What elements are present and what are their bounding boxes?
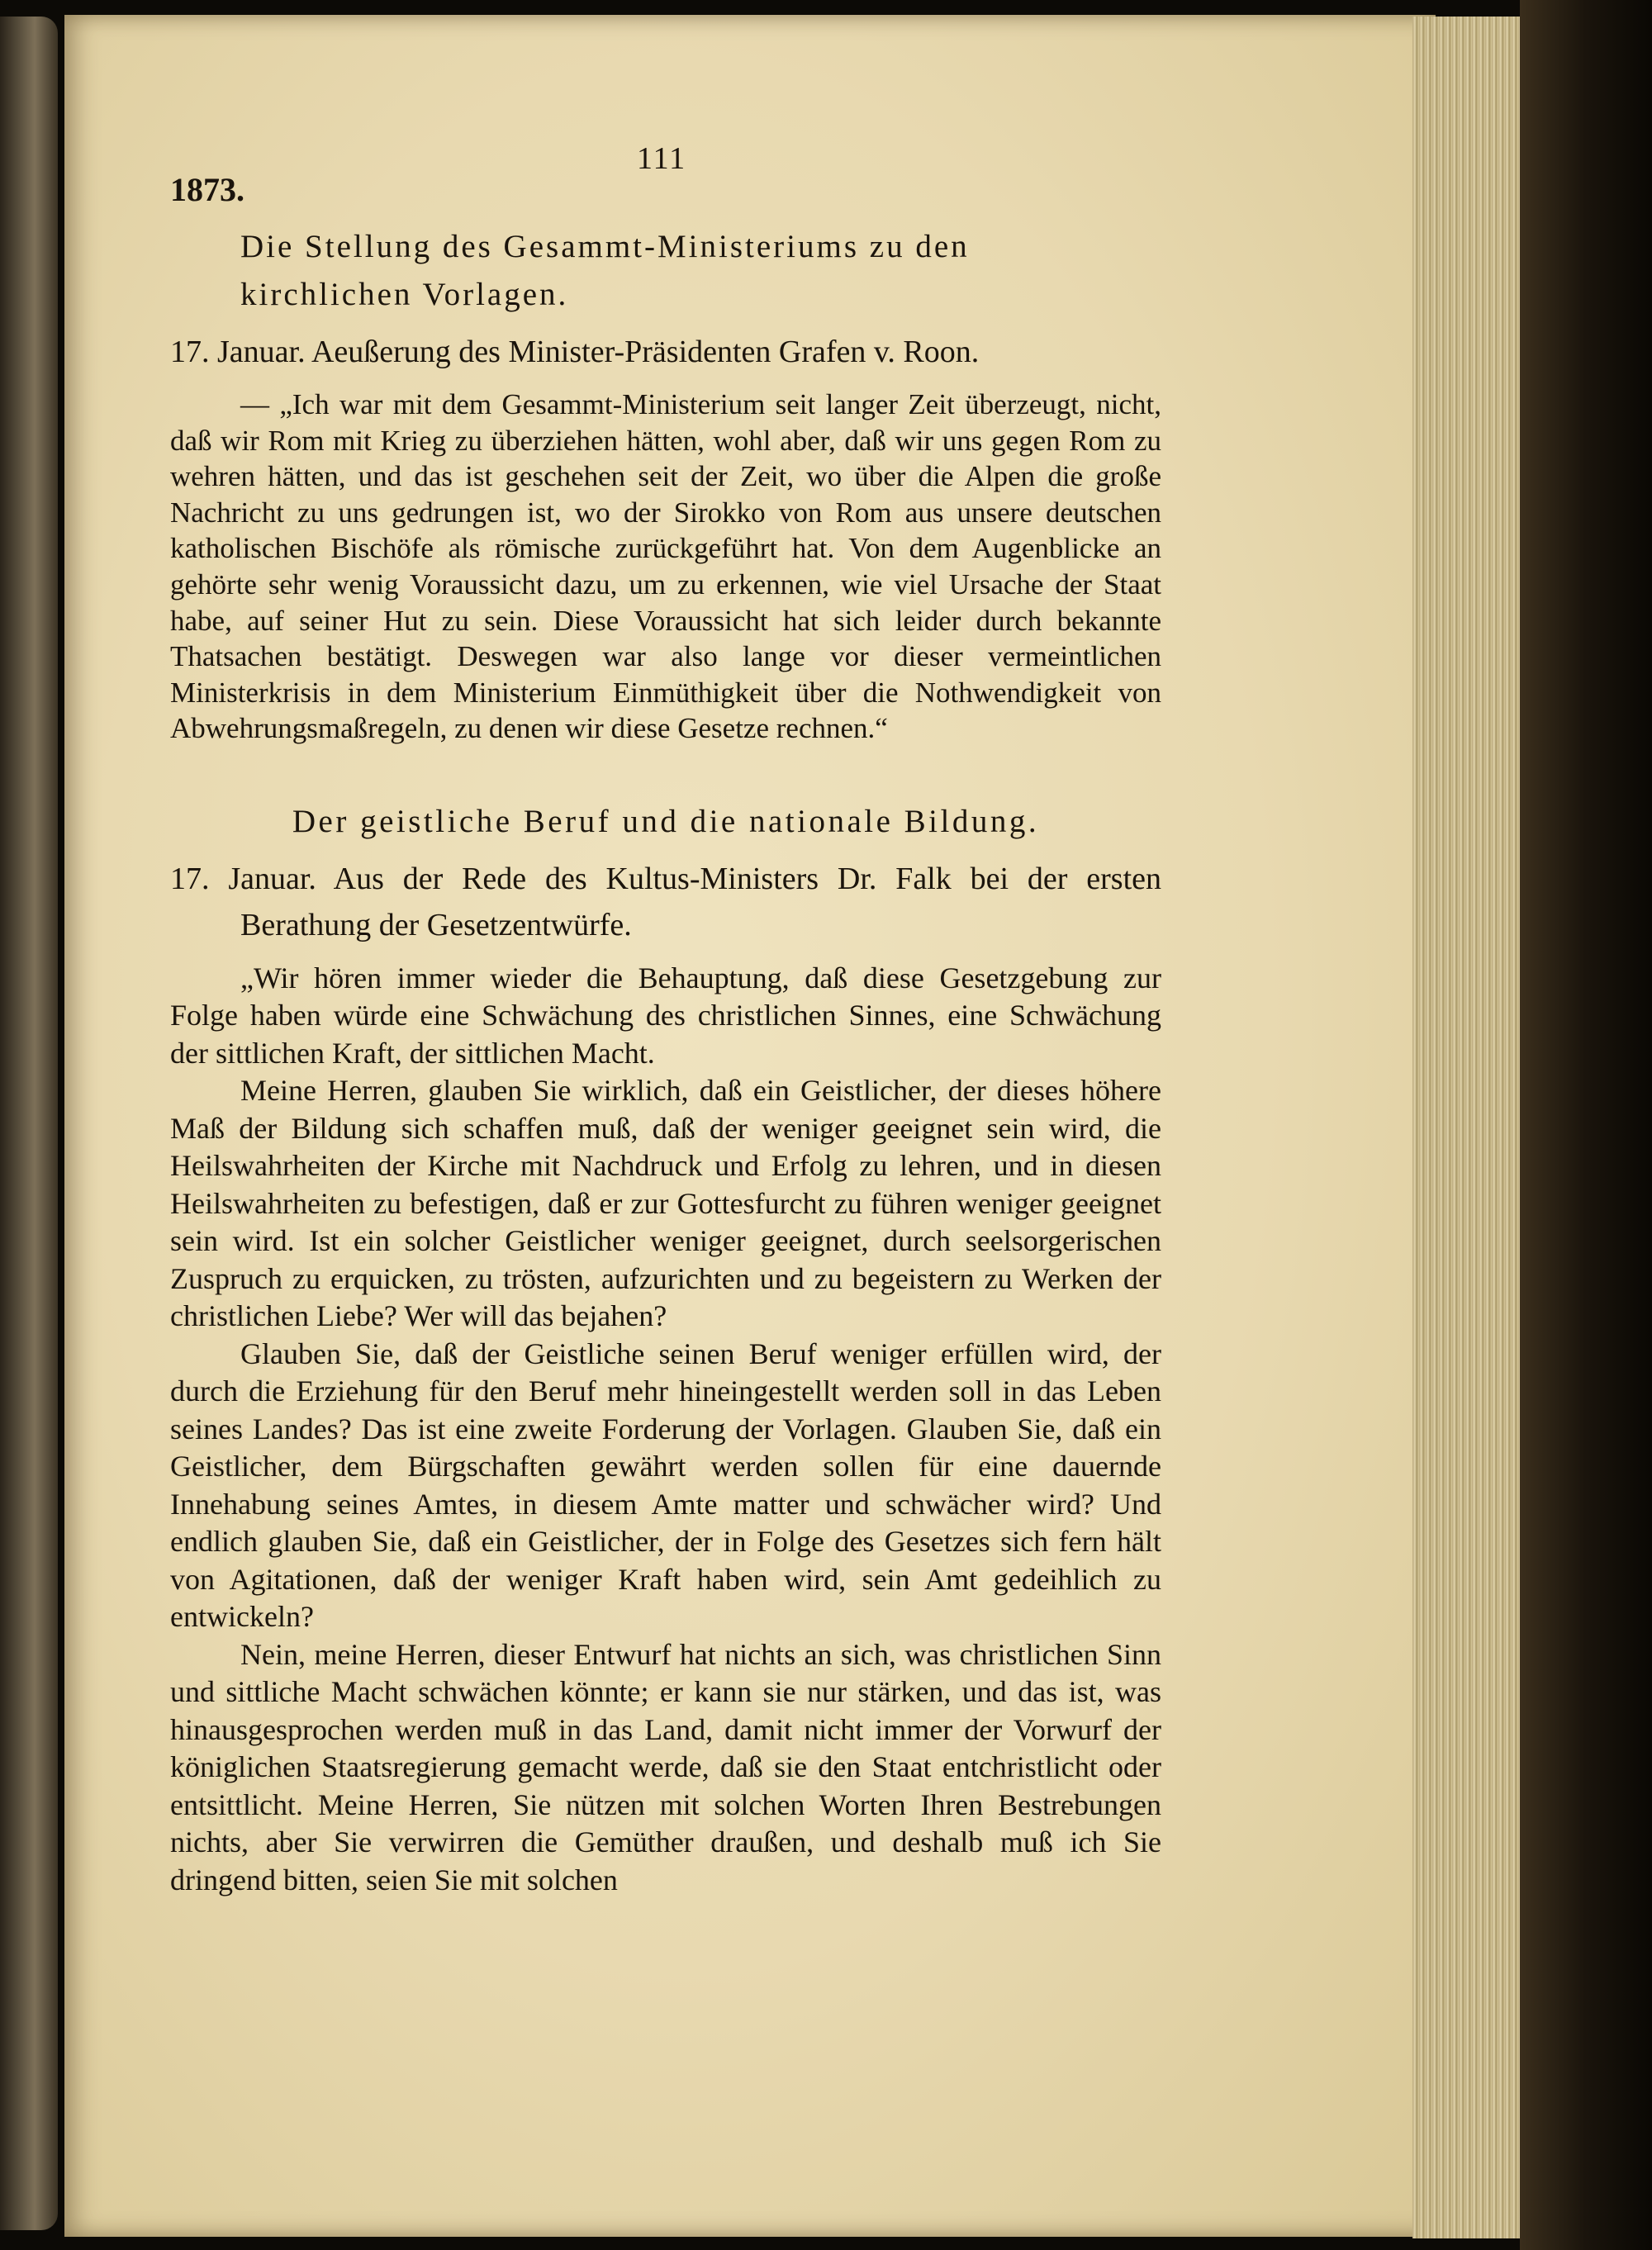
entry-heading: 17. Januar. Aus der Rede des Kultus-Ministers Dr. Falk bei der ersten Berathung der Gesetzentwürfe. [170,861,1161,942]
section-heading: Die Stellung des Gesammt-Ministeriums zu den kirchlichen Vorlagen. [240,229,970,312]
speech-paragraph: Nein, meine Herren, dieser Entwurf hat nichts an sich, was christlichen Sinn und sittliche Macht schwächen könnte; er kann sie nur stärken, und das ist, was hinausgesprochen werden muß in das Land, damit nicht immer der Vorwurf der königlichen Staatsregierung gemacht werde, daß sie den Staat entchristlicht oder entsittlicht. Meine Herren, Sie nützen mit solchen Worten Ihren Bestrebungen nichts, aber Sie verwirren die Gemüther draußen, und deshalb muß ich Sie dringend bitten, seien Sie mit solchen [170,1637,1161,1896]
page-stack-edge [1412,17,1522,2238]
section-heading: Der geistliche Beruf und die nationale Bildung. [292,803,1040,839]
facing-page-edge [0,17,58,2230]
speech-paragraph: Glauben Sie, daß der Geistliche seinen Beruf weniger erfüllen wird, der durch die Erziehung für den Beruf mehr hineingestellt werden soll in das Leben seines Landes? Das ist eine zweite Forderung der Vorlagen. Glauben Sie, daß ein Geistlicher, dem Bürgschaften gewährt werden sollen für eine dauernde Innehabung seines Amtes, in diesem Amte matter und schwächer wird? Und endlich glauben Sie, daß ein Geistlicher, der in Folge des Gesetzes sich fern hält von Agitationen, daß der weniger Kraft haben wird, sein Amt gedeihlich zu entwickeln? [170,1336,1161,1634]
page-header [170,124,1161,206]
running-year: 1873. [170,171,244,208]
page-body [170,223,1161,1899]
entry-heading: 17. Januar. Aeußerung des Minister-Präsidenten Grafen v. Roon. [170,335,980,369]
speech-paragraph: „Wir hören immer wieder die Behauptung, daß diese Gesetzgebung zur Folge haben würde eine Schwächung des christlichen Sinnes, eine Schwächung der sittlichen Kraft, der sittlichen Macht. [170,961,1161,1070]
quote-paragraph: — „Ich war mit dem Gesammt-Ministerium seit langer Zeit überzeugt, nicht, daß wir Rom mit Krieg zu überziehen hätten, wohl aber, daß wir uns gegen Rom zu wehren hätten, und das ist geschehen seit der Zeit, wo über die Alpen die große Nachricht zu uns gedrungen ist, wo der Sirokko von Rom aus unsere deutschen katholischen Bischöfe als römische zurückgeführt hat. Von dem Augenblicke an gehörte sehr wenig Voraussicht dazu, um zu erkennen, wie viel Ursache der Staat habe, auf seiner Hut zu sein. Diese Voraussicht hat sich leider durch bekannte Thatsachen bestätigt. Deswegen war also lange vor dieser vermeintlichen Ministerkrisis in dem Ministerium Einmüthigkeit über die Nothwendigkeit von Abwehrungsmaßregeln, zu denen wir diese Gesetze rechnen.“ [170,388,1161,745]
page-number: 111 [637,141,687,176]
speech-paragraph: Meine Herren, glauben Sie wirklich, daß ein Geistlicher, der dieses höhere Maß der Bildung sich schaffen muß, daß der weniger geeignet sein wird, die Heilswahrheiten der Kirche mit Nachdruck und Erfolg zu lehren, und in diesen Heilswahrheiten zu befestigen, daß er zur Gottesfurcht zu führen weniger geeignet sein wird. Ist ein solcher Geistlicher weniger geeignet, durch seelsorgerischen Zuspruch zu erquicken, zu trösten, aufzurichten und zu begeistern zu Werken der christlichen Liebe? Wer will das bejahen? [170,1074,1161,1333]
book-cover-edge [1520,0,1652,2250]
speech-quote [170,960,1161,1900]
